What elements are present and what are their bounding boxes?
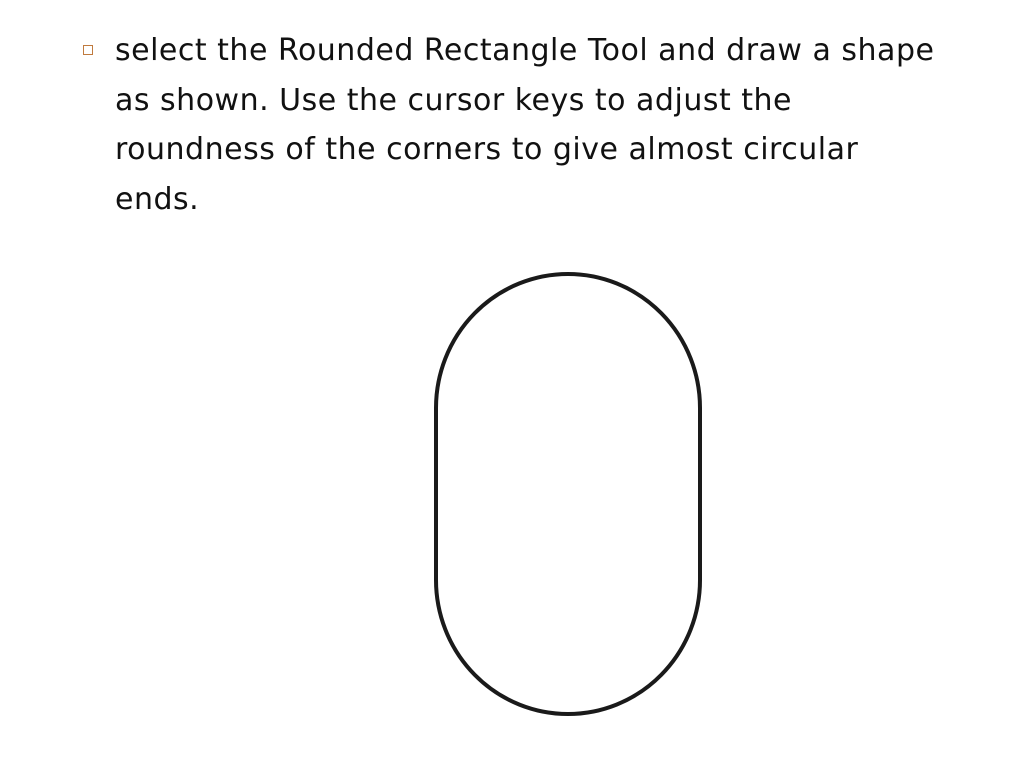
rounded-rectangle-drawing [420,262,720,728]
bullet-text: select the Rounded Rectangle Tool and draw a shape as shown. Use the cursor keys to adjust the roundness of the corners to give almost circular ends. [115,33,935,217]
rounded-rectangle-shape [420,262,720,728]
rounded-rectangle-outline [436,274,700,714]
hollow-square-bullet-icon [83,45,93,55]
bullet-item [80,26,940,224]
